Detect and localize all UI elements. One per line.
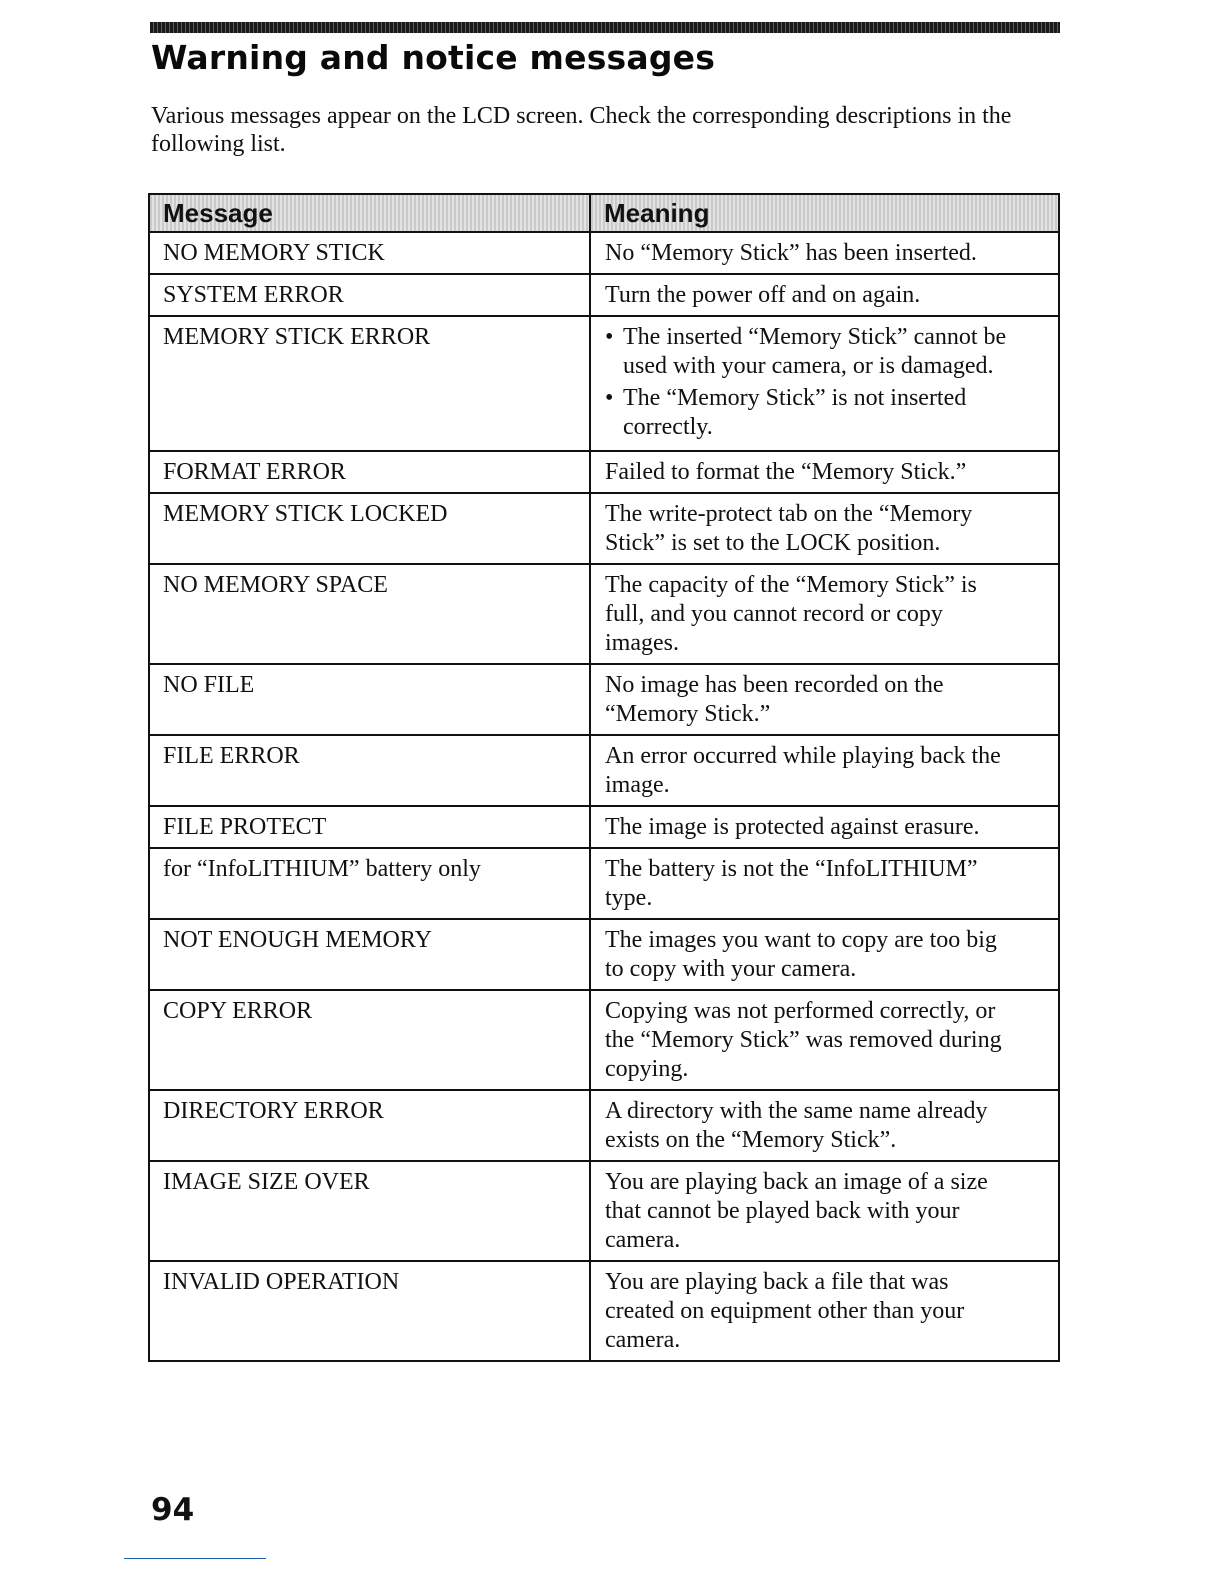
meaning-cell (590, 1161, 1059, 1261)
meaning-cell (590, 664, 1059, 735)
meaning-line: image. (605, 772, 670, 798)
page-title: Warning and notice messages (151, 38, 716, 77)
meaning-line: “Memory Stick.” (605, 701, 771, 727)
table-row (149, 806, 1059, 848)
message-cell: SYSTEM ERROR (149, 274, 590, 316)
meaning-line: Copying was not performed correctly, or (605, 998, 996, 1024)
table-row (149, 848, 1059, 919)
meaning-bullet-list (605, 323, 1048, 442)
header-rule (150, 22, 1060, 33)
meaning-line: to copy with your camera. (605, 956, 857, 982)
message-cell: INVALID OPERATION (149, 1261, 590, 1361)
meaning-line: Failed to format the “Memory Stick.” (605, 459, 967, 485)
message-cell: NO MEMORY STICK (149, 232, 590, 274)
bullet-icon: • (605, 324, 614, 350)
meaning-line: The write-protect tab on the “Memory (605, 501, 973, 527)
table-row (149, 919, 1059, 990)
meaning-line: Stick” is set to the LOCK position. (605, 530, 941, 556)
meaning-line: A directory with the same name already (605, 1098, 988, 1124)
message-cell: DIRECTORY ERROR (149, 1090, 590, 1161)
meaning-line: images. (605, 630, 679, 656)
meaning-bullet-item (605, 384, 1048, 442)
meaning-cell (590, 735, 1059, 806)
meaning-line: You are playing back an image of a size (605, 1169, 988, 1195)
table-row (149, 1261, 1059, 1361)
message-cell: COPY ERROR (149, 990, 590, 1090)
meaning-cell (590, 1261, 1059, 1361)
meaning-bullet-text: The “Memory Stick” is not inserted correctly. (623, 385, 967, 440)
meaning-cell (590, 848, 1059, 919)
bullet-icon: • (605, 385, 614, 411)
meaning-cell (590, 232, 1059, 274)
table-body (149, 232, 1059, 1361)
meaning-bullet-text: The inserted “Memory Stick” cannot be used with your camera, or is damaged. (623, 324, 1007, 379)
meaning-line: exists on the “Memory Stick”. (605, 1127, 897, 1153)
meaning-line: The image is protected against erasure. (605, 814, 980, 840)
meaning-cell (590, 274, 1059, 316)
message-cell: FILE ERROR (149, 735, 590, 806)
table-row (149, 1161, 1059, 1261)
message-cell: MEMORY STICK LOCKED (149, 493, 590, 564)
table-row (149, 493, 1059, 564)
table-row (149, 274, 1059, 316)
meaning-cell (590, 564, 1059, 664)
meaning-line: The capacity of the “Memory Stick” is (605, 572, 977, 598)
table-row (149, 451, 1059, 493)
meaning-cell (590, 1090, 1059, 1161)
table-row (149, 564, 1059, 664)
message-cell: NOT ENOUGH MEMORY (149, 919, 590, 990)
meaning-cell (590, 316, 1059, 451)
table-row (149, 735, 1059, 806)
meaning-cell (590, 990, 1059, 1090)
meaning-line: the “Memory Stick” was removed during (605, 1027, 1002, 1053)
meaning-line: that cannot be played back with your (605, 1198, 960, 1224)
table-row (149, 990, 1059, 1090)
meaning-line: The battery is not the “InfoLITHIUM” (605, 856, 978, 882)
meaning-cell (590, 806, 1059, 848)
message-cell: NO MEMORY SPACE (149, 564, 590, 664)
footer-rule (124, 1558, 266, 1559)
meaning-line: The images you want to copy are too big (605, 927, 997, 953)
message-cell: for “InfoLITHIUM” battery only (149, 848, 590, 919)
meaning-line: camera. (605, 1327, 681, 1353)
meaning-line: No image has been recorded on the (605, 672, 944, 698)
meaning-column-header: Meaning (590, 194, 1059, 232)
meaning-line: type. (605, 885, 653, 911)
table-row (149, 664, 1059, 735)
meaning-line: camera. (605, 1227, 681, 1253)
message-cell: FORMAT ERROR (149, 451, 590, 493)
meaning-line: Turn the power off and on again. (605, 282, 921, 308)
meaning-line: You are playing back a file that was (605, 1269, 949, 1295)
meaning-line: No “Memory Stick” has been inserted. (605, 240, 977, 266)
message-cell: FILE PROTECT (149, 806, 590, 848)
table-row (149, 1090, 1059, 1161)
meaning-line: full, and you cannot record or copy (605, 601, 943, 627)
table-header-row (149, 194, 1059, 232)
table-row (149, 232, 1059, 274)
table-row (149, 316, 1059, 451)
meaning-cell (590, 451, 1059, 493)
message-cell: NO FILE (149, 664, 590, 735)
meaning-cell (590, 919, 1059, 990)
meaning-bullet-item (605, 323, 1048, 381)
message-cell: IMAGE SIZE OVER (149, 1161, 590, 1261)
meaning-line: An error occurred while playing back the (605, 743, 1001, 769)
meaning-line: created on equipment other than your (605, 1298, 965, 1324)
messages-table (148, 193, 1060, 1362)
page-number: 94 (151, 1492, 195, 1528)
message-cell: MEMORY STICK ERROR (149, 316, 590, 451)
message-column-header: Message (149, 194, 590, 232)
meaning-line: copying. (605, 1056, 689, 1082)
intro-paragraph: Various messages appear on the LCD screen. Check the corresponding descriptions in the following list. (151, 103, 1012, 157)
meaning-cell (590, 493, 1059, 564)
